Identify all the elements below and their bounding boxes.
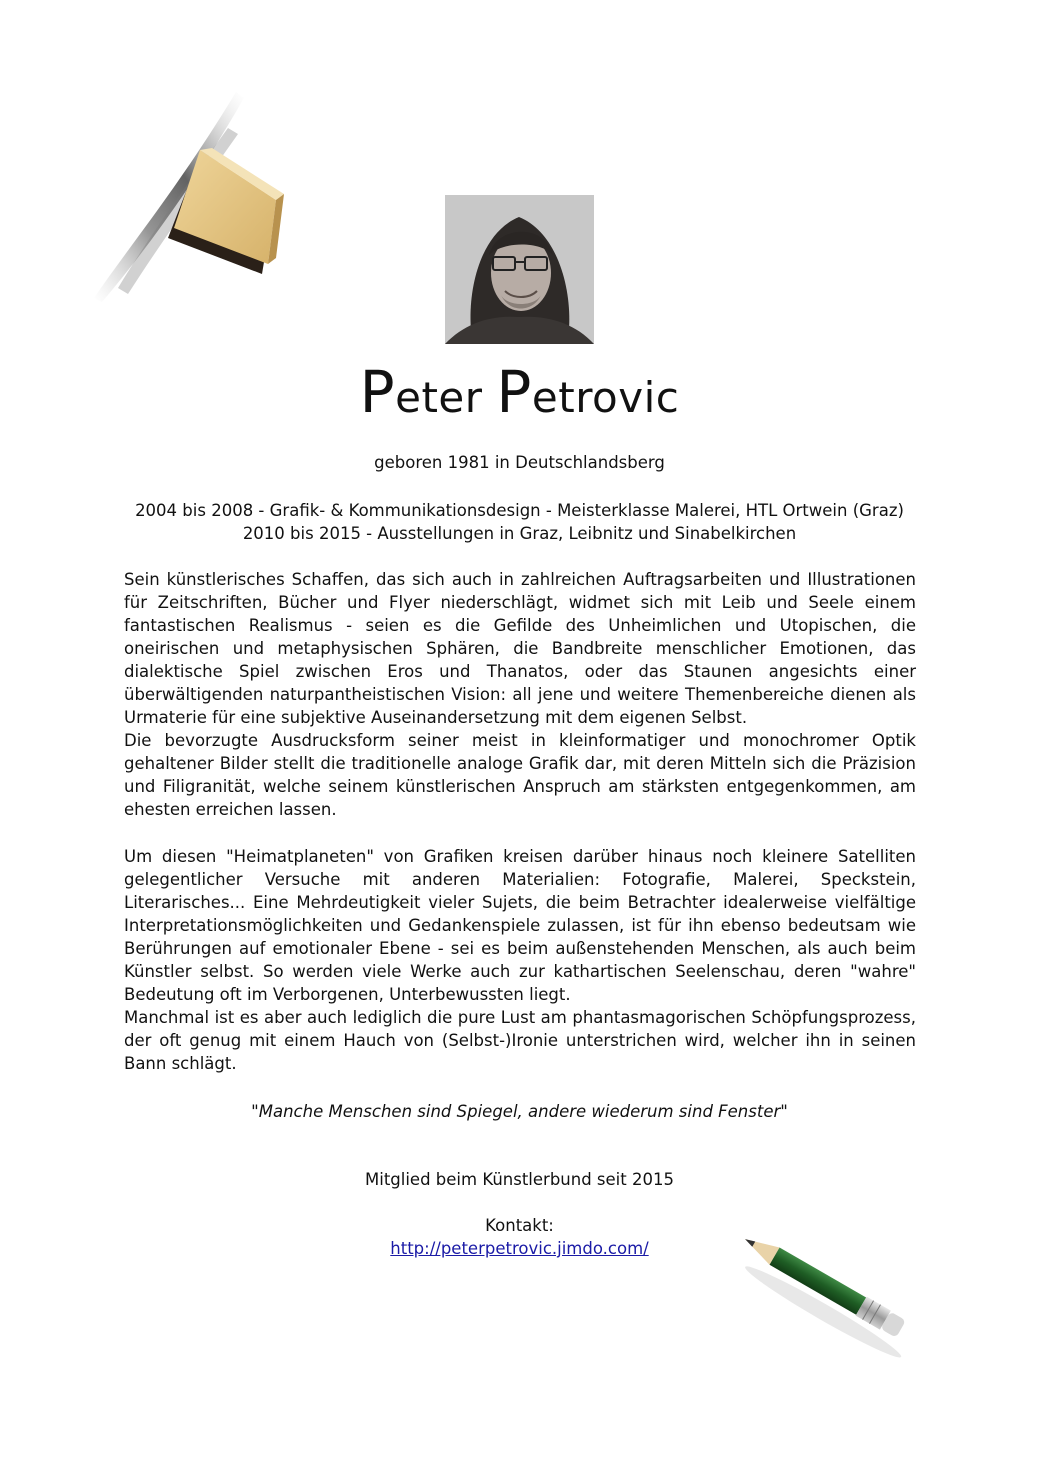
contact-label: Kontakt: — [485, 1216, 554, 1235]
membership-line: Mitglied beim Künstlerbund seit 2015 — [365, 1170, 674, 1189]
biography-paragraph: Sein künstlerisches Schaffen, das sich auch in zahlreichen Auftragsarbeiten und Illustrationen für Zeitschriften, Bücher und Flyer niederschlägt, widmet sich mit Leib und Seele einem fantastischen Realismus - seien es die Gefilde des Unheimlichen und Utopischen, die oneirischen und metaphysischen Sphären, die Bandbreite menschlicher Emotionen, das dialektische Spiel zwischen Eros und Thanatos, oder das Staunen angesichts einer überwältigenden naturpantheistischen Vision: all jene und weitere Themenbereiche dienen als Urmaterie für eine subjektive Auseinandersetzung mit dem eigenen Selbst. — [124, 570, 916, 727]
birth-line: geboren 1981 in Deutschlandsberg — [374, 453, 665, 472]
eraser-icon — [88, 88, 308, 308]
biography-block-1 — [124, 568, 916, 821]
name-first-initial: P — [359, 358, 396, 426]
biography-block-2 — [124, 845, 916, 1075]
quote: "Manche Menschen sind Spiegel, andere wiederum sind Fenster" — [251, 1102, 788, 1121]
portrait-photo — [445, 195, 594, 344]
career-line-2: 2010 bis 2015 - Ausstellungen in Graz, Leibnitz und Sinabelkirchen — [242, 524, 797, 543]
biography-paragraph: Manchmal ist es aber auch lediglich die pure Lust am phantasmagorischen Schöpfungsprozess, der oft genug mit einem Hauch von (Selbst-)Ironie unterstrichen wird, welcher ihn in seinen Bann schlägt. — [124, 1008, 916, 1073]
page-title — [0, 352, 1039, 438]
biography-paragraph: Die bevorzugte Ausdrucksform seiner meist in kleinformatiger und monochromer Optik gehaltener Bilder stellt die traditionelle analoge Grafik dar, mit deren Mitteln sich die Präzision und Filigranität, welche seinem künstlerischen Anspruch am stärksten entgegenkommen, am ehesten erreichen lassen. — [124, 731, 916, 819]
portrait-icon — [445, 195, 594, 344]
contact-link[interactable]: http://peterpetrovic.jimdo.com/ — [390, 1239, 649, 1258]
career-line-1: 2004 bis 2008 - Grafik- & Kommunikationsdesign - Meisterklasse Malerei, HTL Ortwein (Graz) — [135, 501, 904, 520]
name-last-initial: P — [496, 358, 532, 426]
pencil-icon — [726, 1212, 926, 1362]
name-last-rest: etrovic — [531, 373, 680, 422]
name-first-rest: eter — [395, 373, 483, 422]
biography-paragraph: Um diesen "Heimatplaneten" von Grafiken kreisen darüber hinaus noch kleinere Satelliten gelegentlicher Versuche mit anderen Materialien: Fotografie, Malerei, Speckstein, Literarisches... Eine Mehrdeutigkeit vieler Sujets, die beim Betrachter idealerweise vielfältige Interpretationsmöglichkeiten und Gedankenspiele zulassen, ist für ihn ebenso bedeutsam wie Berührungen auf emotionaler Ebene - sei es beim außenstehenden Menschen, als auch beim Künstler selbst. So werden viele Werke auch zur kathartischen Seelenschau, deren "wahre" Bedeutung oft im Verborgenen, Unterbewussten liegt. — [124, 847, 916, 1004]
